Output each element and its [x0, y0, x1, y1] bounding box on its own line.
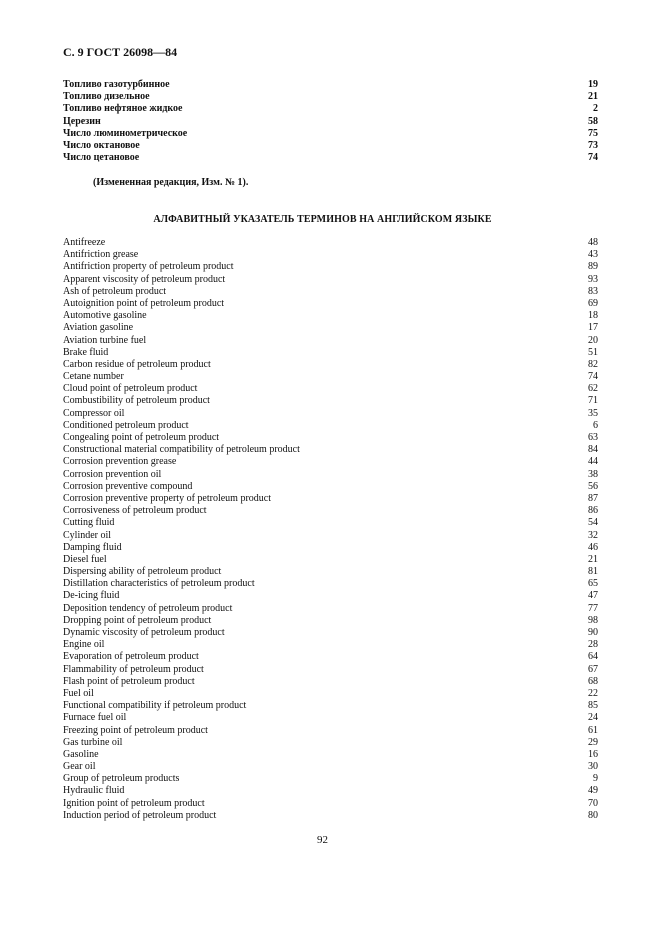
index-entry	[63, 517, 598, 529]
index-entry	[63, 432, 598, 444]
index-entry	[63, 371, 598, 383]
index-term-number: 29	[588, 736, 598, 748]
index-term: Ignition point of petroleum product	[63, 797, 205, 809]
index-entry	[63, 749, 598, 761]
index-entry	[63, 420, 598, 432]
index-term: Corrosion prevention oil	[63, 468, 162, 480]
index-term-number: 17	[588, 322, 598, 334]
index-entry	[63, 91, 598, 103]
index-entry	[63, 664, 598, 676]
page-number: 92	[317, 834, 328, 846]
index-entry	[63, 676, 598, 688]
index-term-number: 44	[588, 456, 598, 468]
index-term: Compressor oil	[63, 407, 125, 419]
index-term: Antifriction grease	[63, 249, 139, 261]
index-term: Furnace fuel oil	[63, 712, 127, 724]
index-term-number: 73	[588, 139, 598, 151]
index-entry	[63, 603, 598, 615]
russian-terms-list	[63, 79, 598, 164]
index-term-number: 58	[588, 115, 598, 127]
index-term: Gasoline	[63, 748, 99, 760]
index-entry	[63, 554, 598, 566]
index-term: Damping fluid	[63, 541, 122, 553]
index-term: Aviation gasoline	[63, 322, 134, 334]
index-term: Aviation turbine fuel	[63, 334, 147, 346]
index-term-number: 87	[588, 492, 598, 504]
index-term: Antifreeze	[63, 237, 106, 248]
index-entry	[63, 651, 598, 663]
index-term: Corrosion prevention grease	[63, 456, 177, 468]
index-entry	[63, 274, 598, 286]
index-term-number: 35	[588, 407, 598, 419]
index-term: Топливо нефтяное жидкое	[63, 103, 183, 115]
index-entry	[63, 152, 598, 164]
index-entry	[63, 335, 598, 347]
index-term-number: 62	[588, 383, 598, 395]
index-entry	[63, 773, 598, 785]
index-entry	[63, 761, 598, 773]
index-entry	[63, 249, 598, 261]
page-header: С. 9 ГОСТ 26098—84	[63, 45, 178, 59]
index-entry	[63, 383, 598, 395]
index-term: Congealing point of petroleum product	[63, 432, 220, 443]
index-term-number: 80	[588, 809, 598, 821]
index-entry	[63, 444, 598, 456]
index-term: Ash of petroleum product	[63, 285, 167, 297]
index-term-number: 82	[588, 358, 598, 370]
index-term-number: 24	[588, 712, 598, 724]
index-term-number: 46	[588, 541, 598, 553]
index-term-number: 6	[593, 419, 598, 431]
index-term-number: 21	[588, 553, 598, 565]
index-term-number: 49	[588, 785, 598, 797]
index-term: Diesel fuel	[63, 553, 107, 565]
index-entry	[63, 712, 598, 724]
index-term: Dropping point of petroleum product	[63, 614, 212, 626]
index-entry	[63, 810, 598, 822]
index-entry	[63, 542, 598, 554]
index-term: Gas turbine oil	[63, 736, 123, 748]
index-entry	[63, 627, 598, 639]
index-term: Cutting fluid	[63, 517, 115, 529]
index-term: Autoignition point of petroleum product	[63, 297, 225, 309]
index-term-number: 81	[588, 566, 598, 578]
index-term: Fuel oil	[63, 687, 94, 699]
index-term-number: 47	[588, 590, 598, 602]
index-entry	[63, 261, 598, 273]
index-term: Corrosiveness of petroleum product	[63, 505, 207, 517]
index-term-number: 43	[588, 249, 598, 261]
index-term-number: 21	[588, 91, 598, 103]
index-term-number: 69	[588, 297, 598, 309]
index-entry	[63, 116, 598, 128]
index-term: Automotive gasoline	[63, 310, 147, 322]
section-title: АЛФАВИТНЫЙ УКАЗАТЕЛЬ ТЕРМИНОВ НА АНГЛИЙСКОМ ЯЗЫКЕ	[153, 214, 492, 225]
index-term-number: 16	[588, 748, 598, 760]
index-term-number: 28	[588, 639, 598, 651]
index-term: Cloud point of petroleum product	[63, 383, 198, 395]
amendment-note: (Измененная редакция, Изм. № 1).	[93, 177, 249, 188]
index-entry	[63, 566, 598, 578]
index-term-number: 30	[588, 761, 598, 773]
index-term: Corrosion preventive property of petroleum product	[63, 492, 271, 504]
index-entry	[63, 737, 598, 749]
index-term-number: 83	[588, 285, 598, 297]
index-term-number: 93	[588, 273, 598, 285]
index-term-number: 2	[593, 103, 598, 115]
index-entry	[63, 615, 598, 627]
index-term-number: 71	[588, 395, 598, 407]
index-term-number: 85	[588, 700, 598, 712]
index-term-number: 90	[588, 627, 598, 638]
index-entry	[63, 700, 598, 712]
index-term: Functional compatibility if petroleum product	[63, 700, 247, 712]
index-entry	[63, 798, 598, 810]
index-term: Group of petroleum products	[63, 773, 180, 785]
index-term-number: 77	[588, 602, 598, 614]
index-term-number: 32	[588, 529, 598, 541]
index-term: Antifriction property of petroleum product	[63, 261, 234, 273]
index-term: Carbon residue of petroleum product	[63, 358, 211, 370]
index-term: Brake fluid	[63, 346, 109, 358]
index-entry	[63, 785, 598, 797]
index-term-number: 89	[588, 261, 598, 273]
index-term: Distillation characteristics of petroleum product	[63, 578, 255, 590]
index-entry	[63, 103, 598, 115]
index-term: Evaporation of petroleum product	[63, 651, 199, 663]
index-term: Induction period of petroleum product	[63, 809, 217, 821]
index-term: Conditioned petroleum product	[63, 419, 189, 431]
index-term: Топливо газотурбинное	[63, 79, 170, 90]
index-term: Constructional material compatibility of petroleum product	[63, 444, 300, 456]
index-term: Топливо дизельное	[63, 91, 150, 103]
index-term-number: 74	[588, 152, 598, 164]
english-terms-list	[63, 237, 598, 822]
index-term-number: 63	[588, 432, 598, 443]
index-entry	[63, 237, 598, 249]
index-term: Cetane number	[63, 371, 124, 383]
index-term: Cylinder oil	[63, 529, 112, 541]
index-entry	[63, 469, 598, 481]
index-term-number: 54	[588, 517, 598, 529]
index-entry	[63, 481, 598, 493]
index-term-number: 48	[588, 237, 598, 248]
index-term-number: 70	[588, 797, 598, 809]
index-term: Число октановое	[63, 139, 140, 151]
index-term: Hydraulic fluid	[63, 785, 125, 797]
index-term: Flash point of petroleum product	[63, 675, 195, 687]
index-term: Engine oil	[63, 639, 105, 651]
index-entry	[63, 395, 598, 407]
index-entry	[63, 359, 598, 371]
index-term: Gear oil	[63, 761, 96, 773]
index-entry	[63, 286, 598, 298]
index-entry	[63, 347, 598, 359]
index-term-number: 18	[588, 310, 598, 322]
index-term-number: 9	[593, 773, 598, 785]
index-entry	[63, 493, 598, 505]
index-term: Flammability of petroleum product	[63, 663, 204, 675]
index-term: Число цетановое	[63, 152, 140, 164]
index-term-number: 22	[588, 687, 598, 699]
index-term-number: 56	[588, 480, 598, 492]
index-term-number: 98	[588, 614, 598, 626]
index-term: Число люминометрическое	[63, 127, 188, 139]
index-term-number: 51	[588, 346, 598, 358]
index-term-number: 38	[588, 468, 598, 480]
index-entry	[63, 310, 598, 322]
index-term-number: 65	[588, 578, 598, 590]
index-term-number: 64	[588, 651, 598, 663]
index-term-number: 19	[588, 79, 598, 90]
index-term: Corrosion preventive compound	[63, 480, 193, 492]
index-term-number: 67	[588, 663, 598, 675]
index-term-number: 61	[588, 724, 598, 736]
index-term-number: 74	[588, 371, 598, 383]
index-entry	[63, 590, 598, 602]
index-term: Dispersing ability of petroleum product	[63, 566, 222, 578]
index-term: De-icing fluid	[63, 590, 120, 602]
index-term: Deposition tendency of petroleum product	[63, 602, 233, 614]
index-term-number: 20	[588, 334, 598, 346]
index-entry	[63, 128, 598, 140]
index-entry	[63, 530, 598, 542]
index-entry	[63, 578, 598, 590]
index-term: Dynamic viscosity of petroleum product	[63, 627, 225, 638]
index-entry	[63, 298, 598, 310]
index-entry	[63, 140, 598, 152]
index-term-number: 84	[588, 444, 598, 456]
index-entry	[63, 688, 598, 700]
index-term: Церезин	[63, 115, 101, 127]
index-entry	[63, 456, 598, 468]
index-entry	[63, 505, 598, 517]
index-entry	[63, 79, 598, 91]
index-term: Freezing point of petroleum product	[63, 724, 208, 736]
index-term-number: 68	[588, 675, 598, 687]
index-entry	[63, 322, 598, 334]
index-term-number: 86	[588, 505, 598, 517]
index-entry	[63, 639, 598, 651]
index-term: Combustibility of petroleum product	[63, 395, 210, 407]
index-term: Apparent viscosity of petroleum product	[63, 273, 226, 285]
index-entry	[63, 408, 598, 420]
index-entry	[63, 725, 598, 737]
index-term-number: 75	[588, 127, 598, 139]
